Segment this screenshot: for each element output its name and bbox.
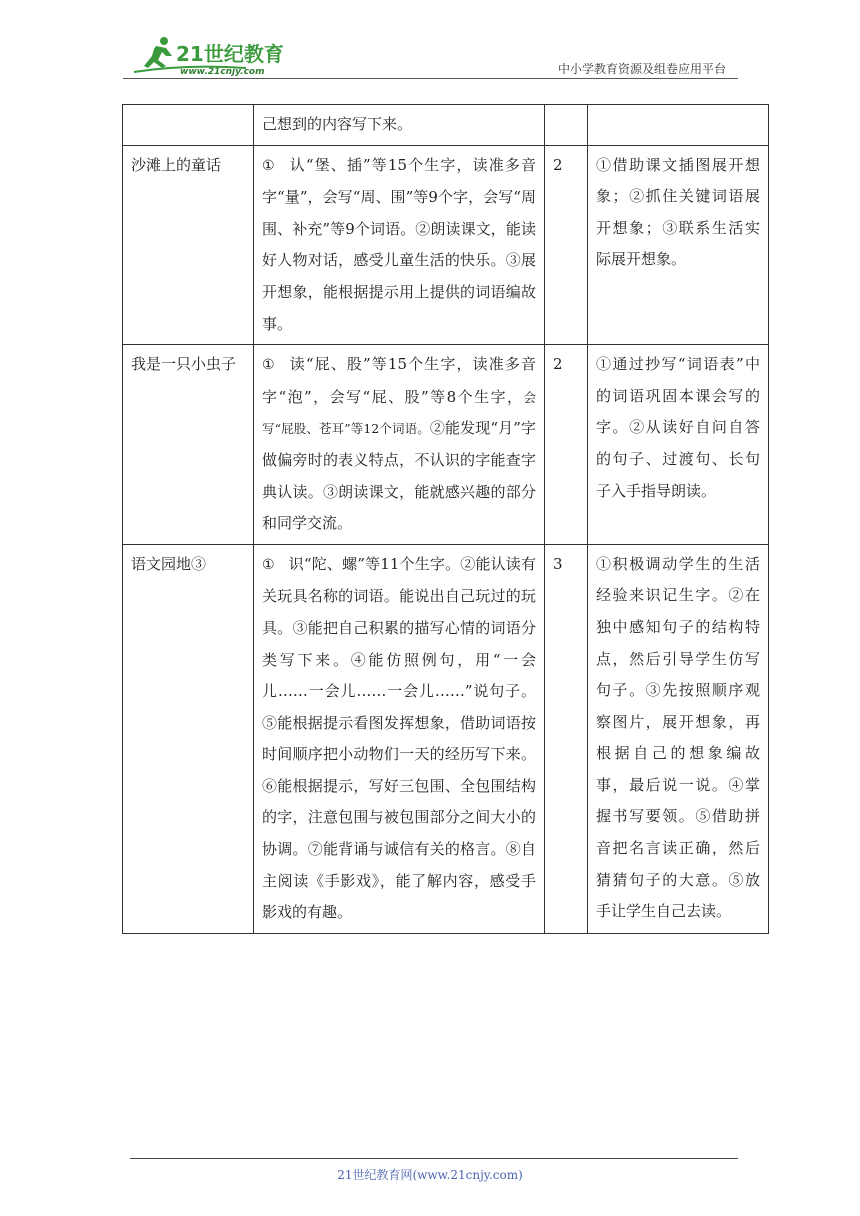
lesson-objectives xyxy=(254,145,545,345)
lesson-objectives xyxy=(254,345,545,545)
objectives-text: 识“陀、螺”等11个生字。②能认读有关玩具名称的词语。能说出自己玩过的玩具。③能把自己积累的描写心情的词语分类写下来。④能仿照例句，用“一会儿……一会儿……一会儿……”说句子。⑤能根据提示看图发挥想象，借助词语按时间顺序把小动物们一天的经历写下来。⑥能根据提示，写好三包围、全包围结构的字，注意包围与被包围部分之间大小的协调。⑦能背诵与诚信有关的格言。⑧自主阅读《手影戏》，能了解内容，感受手影戏的有趣。 xyxy=(262,554,536,922)
table-row xyxy=(123,145,769,345)
lesson-title xyxy=(123,105,254,146)
logo-21cnjy xyxy=(126,34,306,78)
lesson-hours: 2 xyxy=(545,345,588,545)
lesson-title: 语文园地③ xyxy=(123,544,254,933)
footer-text: 21世纪教育网(www.21cnjy.com) xyxy=(337,1168,523,1182)
objectives-text: ②能发现“月”字做偏旁时的表义特点，不认识的字能查字典认读。③朗读课文，能就感兴趣的部分和同学交流。 xyxy=(262,419,537,533)
logo-url: www.21cnjy.com xyxy=(180,67,265,77)
lesson-methods: ①积极调动学生的生活经验来识记生字。②在独中感知句子的结构特点，然后引导学生仿写句子。③先按照顺序观察图片，展开想象，再根据自己的想象编故事，最后说一说。④掌握书写要领。⑤借助拼音把名言读正确，然后猜猜句子的大意。⑤放手让学生自己去读。 xyxy=(588,544,769,933)
list-marker: ① xyxy=(262,157,276,174)
lesson-hours: 3 xyxy=(545,544,588,933)
lesson-methods xyxy=(588,105,769,146)
page-header xyxy=(0,0,860,90)
lesson-objectives xyxy=(254,544,545,933)
table-row xyxy=(123,544,769,933)
objectives-text: 认“堡、插”等15个生字，读准多音字“量”，会写“周、围”等9个字，会写“周围、补充”等9个词语。②朗读课文，能读好人物对话，感受儿童生活的快乐。③展开想象，能根据提示用上提供的词语编故事。 xyxy=(262,155,536,333)
lesson-title: 沙滩上的童话 xyxy=(123,145,254,345)
lesson-hours xyxy=(545,105,588,146)
list-marker: ① xyxy=(262,556,275,573)
lesson-methods: ①通过抄写“词语表”中的词语巩固本课会写的字。②从读好自问自答的句子、过渡句、长句子入手指导朗读。 xyxy=(588,345,769,545)
lesson-methods: ①借助课文插图展开想象；②抓住关键词语展开想象；③联系生活实际展开想象。 xyxy=(588,145,769,345)
lesson-plan-table xyxy=(122,104,769,934)
lesson-hours: 2 xyxy=(545,145,588,345)
table-row xyxy=(123,345,769,545)
objectives-text: 读“屁、股”等15个生字，读准多音字“泡”，会写“屁、股”等8个生字， xyxy=(262,355,536,406)
lesson-objectives: 己想到的内容写下来。 xyxy=(254,105,545,146)
objectives-text-small: 会写“屁股、苍耳”等12个词语。 xyxy=(262,389,536,437)
header-platform-text: 中小学教育资源及组卷应用平台 xyxy=(557,62,726,76)
logo-text: 21世纪教育 xyxy=(176,42,284,66)
list-marker: ① xyxy=(262,357,276,374)
table-row xyxy=(123,105,769,146)
footer-divider xyxy=(130,1158,738,1159)
lesson-title: 我是一只小虫子 xyxy=(123,345,254,545)
header-divider xyxy=(123,78,738,79)
